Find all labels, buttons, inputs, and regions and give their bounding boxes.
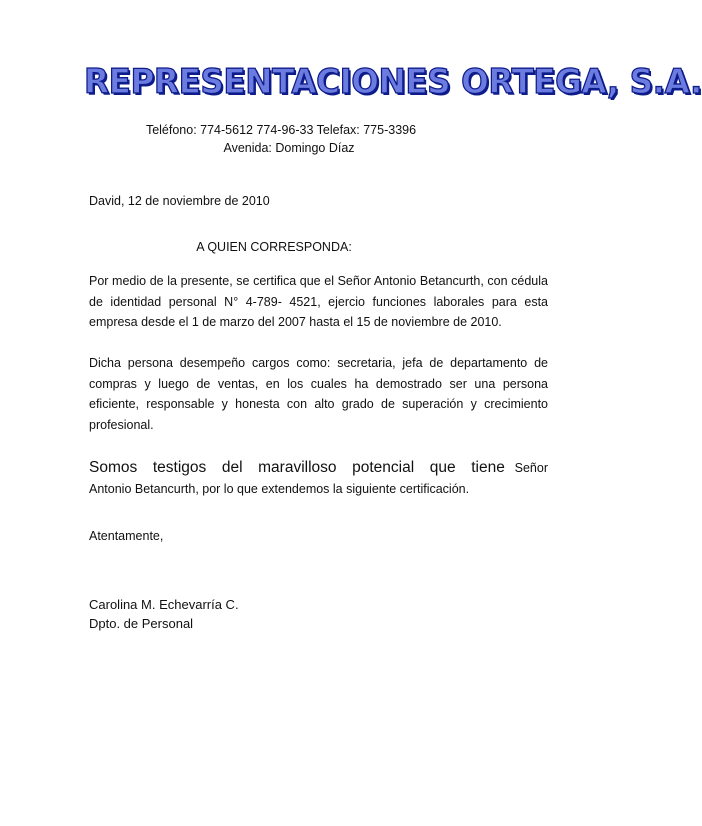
signer-department: Dpto. de Personal xyxy=(89,616,194,631)
letter-salutation: A QUIEN CORRESPONDA: xyxy=(196,240,352,254)
signer-name: Carolina M. Echevarría C. xyxy=(89,597,239,612)
contact-address-line: Avenida: Domingo Díaz xyxy=(223,141,355,155)
company-letterhead-title: REPRESENTACIONES ORTEGA, S.A. xyxy=(84,62,702,102)
contact-phone-line: Teléfono: 774-5612 774-96-33 Telefax: 775-3396 xyxy=(145,123,417,137)
paragraph-positions: Dicha persona desempeño cargos como: secretaria, jefa de departamento de compras y luego de ventas, en los cuales ha demostrado ser una persona eficiente, responsable y honesta con alto grado de superación y crecimiento profesional. xyxy=(89,356,548,432)
paragraph-testimony-large-text: Somos testigos del maravilloso potencial que tiene xyxy=(89,459,505,476)
letter-closing: Atentamente, xyxy=(89,529,164,543)
paragraph-testimony xyxy=(89,458,548,499)
letter-date: David, 12 de noviembre de 2010 xyxy=(89,194,270,208)
paragraph-certification: Por medio de la presente, se certifica que el Señor Antonio Betancurth, con cédula de identidad personal N° 4-789- 4521, ejercio funciones laborales para esta empresa desde el 1 de marzo del 2007 hasta el 15 de noviembre de 2010. xyxy=(89,274,548,329)
paragraph-testimony-text: Señor Antonio Betancurth, por lo que extendemos la siguiente certificación. xyxy=(89,461,548,496)
